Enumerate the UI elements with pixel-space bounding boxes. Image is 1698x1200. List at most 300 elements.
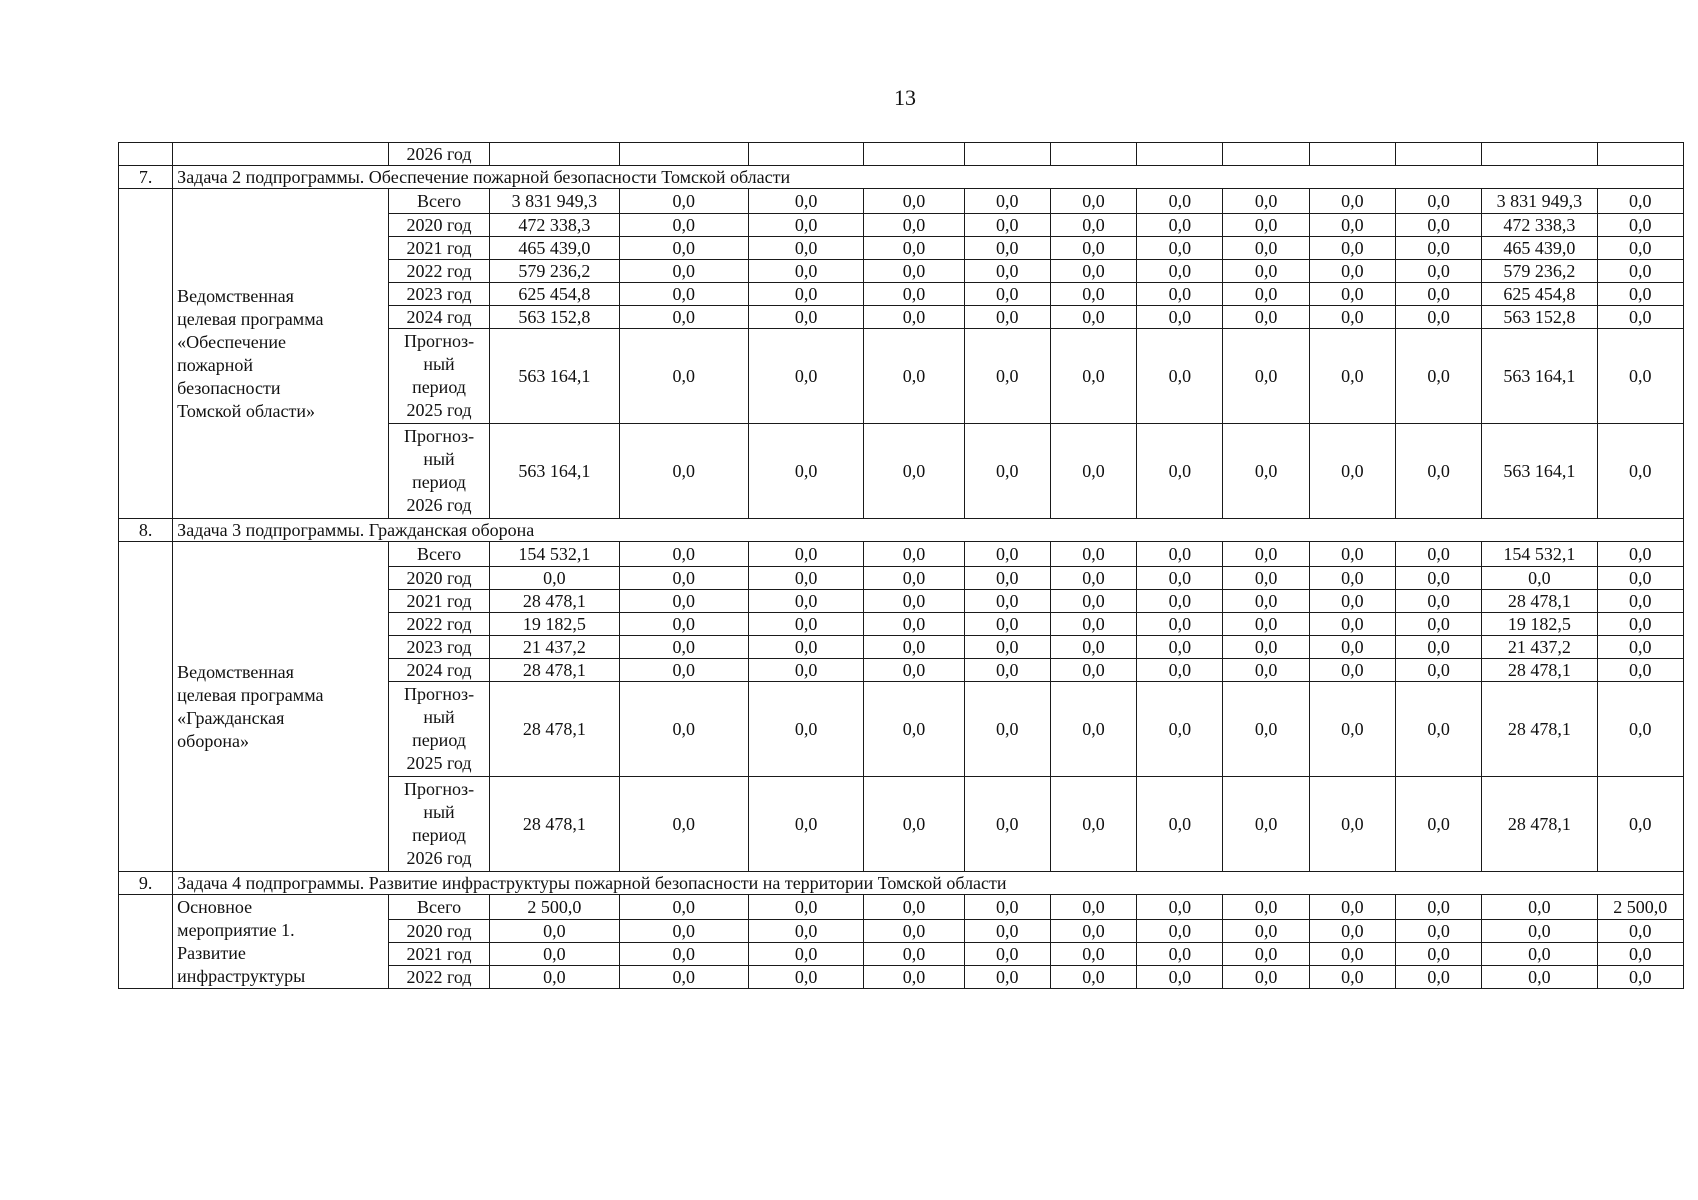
value-cell: 0,0 (864, 329, 964, 424)
program-name (173, 895, 389, 989)
period-line: Прогноз- (403, 779, 475, 799)
period-cell (388, 214, 489, 237)
period-cell (388, 777, 489, 872)
value-cell: 0,0 (619, 260, 748, 283)
value-cell: 2 500,0 (490, 895, 619, 920)
value-cell: 0,0 (1223, 214, 1309, 237)
value-cell: 0,0 (619, 237, 748, 260)
value-cell: 0,0 (1137, 329, 1223, 424)
task-header-row (119, 519, 1684, 542)
value-cell: 0,0 (964, 214, 1050, 237)
value-cell: 0,0 (748, 329, 863, 424)
task-index: 8. (119, 519, 173, 542)
value-cell: 0,0 (964, 613, 1050, 636)
value-cell: 0,0 (619, 895, 748, 920)
period-line: Всего (416, 191, 462, 211)
value-cell: 0,0 (1395, 542, 1481, 567)
value-cell: 0,0 (1309, 895, 1395, 920)
value-cell: 0,0 (864, 590, 964, 613)
value-cell: 0,0 (619, 943, 748, 966)
value-cell: 3 831 949,3 (1482, 189, 1597, 214)
period-line: Прогноз- (403, 331, 475, 351)
value-cell: 0,0 (1597, 237, 1683, 260)
value-cell: 0,0 (964, 943, 1050, 966)
value-cell: 28 478,1 (490, 590, 619, 613)
program-name-line: «Гражданская (177, 707, 285, 728)
value-cell: 0,0 (1309, 424, 1395, 519)
value-cell: 0,0 (864, 306, 964, 329)
value-cell: 0,0 (1597, 590, 1683, 613)
value-cell: 0,0 (1309, 659, 1395, 682)
value-cell: 0,0 (490, 943, 619, 966)
value-cell: 0,0 (748, 659, 863, 682)
value-cell: 0,0 (748, 777, 863, 872)
value-cell: 0,0 (964, 329, 1050, 424)
value-cell: 0,0 (619, 424, 748, 519)
value-cell: 0,0 (619, 542, 748, 567)
value-cell: 0,0 (964, 283, 1050, 306)
value-cell: 0,0 (1223, 613, 1309, 636)
value-cell: 0,0 (1223, 777, 1309, 872)
value-cell: 579 236,2 (1482, 260, 1597, 283)
table-row (119, 189, 1684, 214)
value-cell: 0,0 (1050, 966, 1136, 989)
task-index: 9. (119, 872, 173, 895)
period-cell (388, 542, 489, 567)
task-title: Задача 4 подпрограммы. Развитие инфраструктуры пожарной безопасности на территории Томской области (173, 872, 1684, 895)
table-body (119, 143, 1684, 989)
value-cell: 563 164,1 (490, 329, 619, 424)
value-cell: 0,0 (748, 966, 863, 989)
period-cell (388, 943, 489, 966)
period-line: 2026 год (406, 495, 472, 515)
value-cell: 0,0 (864, 636, 964, 659)
period-cell (388, 636, 489, 659)
program-name-line: целевая программа (177, 308, 324, 329)
value-cell: 0,0 (1597, 966, 1683, 989)
value-cell: 0,0 (1223, 659, 1309, 682)
value-cell: 0,0 (1309, 613, 1395, 636)
period-line: период (412, 377, 466, 397)
value-cell: 0,0 (1309, 636, 1395, 659)
value-cell: 0,0 (1050, 329, 1136, 424)
task-header-row (119, 166, 1684, 189)
value-cell: 0,0 (1050, 189, 1136, 214)
value-cell: 0,0 (1309, 260, 1395, 283)
value-cell: 0,0 (748, 237, 863, 260)
value-cell: 0,0 (1137, 636, 1223, 659)
index-cell (119, 542, 173, 872)
value-cell: 0,0 (748, 682, 863, 777)
period-line: 2022 год (406, 614, 472, 634)
value-cell: 0,0 (864, 920, 964, 943)
value-cell: 0,0 (1395, 189, 1481, 214)
value-cell: 0,0 (1309, 567, 1395, 590)
page-number: 13 (894, 85, 916, 110)
value-cell: 0,0 (748, 920, 863, 943)
value-cell: 28 478,1 (1482, 659, 1597, 682)
value-cell: 0,0 (619, 306, 748, 329)
value-cell (964, 143, 1050, 166)
value-cell: 0,0 (619, 214, 748, 237)
value-cell: 0,0 (1395, 613, 1481, 636)
value-cell: 0,0 (1223, 237, 1309, 260)
value-cell: 0,0 (1309, 920, 1395, 943)
value-cell: 0,0 (964, 567, 1050, 590)
value-cell: 0,0 (1223, 260, 1309, 283)
value-cell: 0,0 (864, 237, 964, 260)
value-cell: 0,0 (964, 306, 1050, 329)
value-cell: 0,0 (1137, 424, 1223, 519)
period-line: 2024 год (406, 660, 472, 680)
value-cell: 0,0 (1395, 590, 1481, 613)
value-cell: 0,0 (490, 920, 619, 943)
value-cell: 0,0 (1482, 943, 1597, 966)
period-cell (388, 189, 489, 214)
value-cell: 0,0 (1309, 283, 1395, 306)
value-cell: 0,0 (864, 943, 964, 966)
period-line: 2023 год (406, 637, 472, 657)
period-cell (388, 920, 489, 943)
value-cell: 0,0 (1482, 920, 1597, 943)
value-cell: 0,0 (619, 590, 748, 613)
value-cell: 0,0 (864, 895, 964, 920)
value-cell: 0,0 (1050, 920, 1136, 943)
program-name-line: Развитие (177, 942, 246, 963)
value-cell: 0,0 (1395, 329, 1481, 424)
value-cell: 563 164,1 (1482, 424, 1597, 519)
period-line: период (412, 730, 466, 750)
program-name-line: Ведомственная (177, 285, 294, 306)
period-line: период (412, 825, 466, 845)
program-name-line: Томской области» (177, 400, 315, 421)
value-cell: 0,0 (1137, 895, 1223, 920)
value-cell (748, 143, 863, 166)
period-cell (388, 895, 489, 920)
task-title: Задача 2 подпрограммы. Обеспечение пожарной безопасности Томской области (173, 166, 1684, 189)
value-cell: 0,0 (964, 636, 1050, 659)
value-cell: 0,0 (864, 260, 964, 283)
value-cell: 465 439,0 (490, 237, 619, 260)
period-cell (388, 260, 489, 283)
value-cell: 0,0 (1597, 682, 1683, 777)
value-cell: 0,0 (619, 283, 748, 306)
value-cell: 0,0 (748, 567, 863, 590)
value-cell: 0,0 (1597, 424, 1683, 519)
value-cell: 0,0 (748, 260, 863, 283)
period-line: 2020 год (406, 215, 472, 235)
value-cell: 0,0 (964, 424, 1050, 519)
value-cell: 0,0 (1597, 636, 1683, 659)
program-name-line: «Обеспечение (177, 331, 286, 352)
value-cell: 0,0 (964, 260, 1050, 283)
value-cell: 0,0 (1137, 567, 1223, 590)
program-name-line: Ведомственная (177, 661, 294, 682)
value-cell: 0,0 (748, 636, 863, 659)
value-cell: 0,0 (1050, 260, 1136, 283)
value-cell: 465 439,0 (1482, 237, 1597, 260)
value-cell (1395, 143, 1481, 166)
value-cell: 0,0 (1223, 424, 1309, 519)
value-cell: 0,0 (1223, 966, 1309, 989)
period-line: 2021 год (406, 591, 472, 611)
value-cell: 0,0 (748, 613, 863, 636)
value-cell: 0,0 (964, 966, 1050, 989)
value-cell: 0,0 (864, 189, 964, 214)
index-cell (119, 895, 173, 989)
value-cell: 0,0 (1137, 659, 1223, 682)
value-cell: 0,0 (1137, 283, 1223, 306)
value-cell: 0,0 (1050, 542, 1136, 567)
value-cell: 0,0 (619, 636, 748, 659)
value-cell: 0,0 (864, 659, 964, 682)
value-cell: 0,0 (1137, 966, 1223, 989)
value-cell: 0,0 (1597, 659, 1683, 682)
value-cell: 0,0 (1137, 777, 1223, 872)
value-cell: 0,0 (964, 542, 1050, 567)
value-cell: 0,0 (964, 777, 1050, 872)
period-cell (388, 283, 489, 306)
period-line: 2026 год (406, 848, 472, 868)
value-cell: 0,0 (1223, 895, 1309, 920)
value-cell: 0,0 (1137, 682, 1223, 777)
program-name-line: мероприятие 1. (177, 919, 295, 940)
value-cell: 0,0 (748, 214, 863, 237)
value-cell: 19 182,5 (1482, 613, 1597, 636)
period-line: Прогноз- (403, 426, 475, 446)
value-cell: 0,0 (619, 682, 748, 777)
value-cell: 0,0 (1223, 329, 1309, 424)
program-name-line: целевая программа (177, 684, 324, 705)
value-cell: 0,0 (1137, 920, 1223, 943)
program-name-line: безопасности (177, 377, 281, 398)
value-cell: 0,0 (864, 682, 964, 777)
value-cell: 0,0 (1309, 306, 1395, 329)
value-cell: 0,0 (1050, 214, 1136, 237)
budget-table (118, 142, 1684, 989)
value-cell: 0,0 (1395, 659, 1481, 682)
period-line: ный (423, 354, 455, 374)
value-cell (1050, 143, 1136, 166)
value-cell: 0,0 (748, 189, 863, 214)
value-cell: 0,0 (748, 895, 863, 920)
period-cell (388, 682, 489, 777)
value-cell: 0,0 (748, 424, 863, 519)
value-cell: 0,0 (964, 659, 1050, 682)
value-cell: 0,0 (1395, 237, 1481, 260)
value-cell: 0,0 (1223, 636, 1309, 659)
value-cell (490, 143, 619, 166)
value-cell: 0,0 (1395, 895, 1481, 920)
value-cell: 0,0 (1223, 682, 1309, 777)
value-cell: 0,0 (1050, 613, 1136, 636)
task-title: Задача 3 подпрограммы. Гражданская оборона (173, 519, 1684, 542)
value-cell: 0,0 (964, 590, 1050, 613)
value-cell: 28 478,1 (1482, 590, 1597, 613)
table-row (119, 895, 1684, 920)
period-line: 2025 год (406, 400, 472, 420)
value-cell (1137, 143, 1223, 166)
value-cell: 0,0 (1050, 283, 1136, 306)
value-cell: 0,0 (1309, 943, 1395, 966)
value-cell: 0,0 (619, 777, 748, 872)
value-cell: 0,0 (1309, 189, 1395, 214)
value-cell (1482, 143, 1597, 166)
value-cell: 28 478,1 (1482, 682, 1597, 777)
value-cell: 154 532,1 (1482, 542, 1597, 567)
value-cell: 0,0 (1137, 306, 1223, 329)
index-cell (119, 189, 173, 519)
value-cell: 0,0 (864, 777, 964, 872)
value-cell: 0,0 (1395, 424, 1481, 519)
value-cell: 0,0 (1395, 567, 1481, 590)
value-cell: 0,0 (748, 590, 863, 613)
value-cell: 0,0 (1137, 260, 1223, 283)
value-cell: 28 478,1 (490, 659, 619, 682)
period-line: период (412, 472, 466, 492)
value-cell: 0,0 (1395, 636, 1481, 659)
value-cell: 0,0 (1395, 682, 1481, 777)
period-cell (388, 306, 489, 329)
value-cell: 28 478,1 (490, 777, 619, 872)
value-cell: 3 831 949,3 (490, 189, 619, 214)
value-cell: 0,0 (619, 567, 748, 590)
value-cell: 0,0 (1309, 237, 1395, 260)
value-cell: 472 338,3 (1482, 214, 1597, 237)
value-cell: 0,0 (1482, 966, 1597, 989)
value-cell: 0,0 (1223, 590, 1309, 613)
value-cell: 0,0 (490, 567, 619, 590)
value-cell: 0,0 (1137, 613, 1223, 636)
period-line: ный (423, 802, 455, 822)
period-cell (388, 613, 489, 636)
value-cell: 0,0 (1223, 283, 1309, 306)
value-cell: 0,0 (1309, 966, 1395, 989)
value-cell: 0,0 (1597, 306, 1683, 329)
program-name-line: Основное (177, 896, 253, 917)
program-name-line: оборона» (177, 730, 249, 751)
value-cell: 563 164,1 (490, 424, 619, 519)
value-cell: 0,0 (1050, 636, 1136, 659)
value-cell: 0,0 (1597, 613, 1683, 636)
value-cell: 0,0 (1137, 590, 1223, 613)
value-cell: 0,0 (1482, 567, 1597, 590)
value-cell: 0,0 (619, 189, 748, 214)
value-cell: 0,0 (1309, 542, 1395, 567)
value-cell: 21 437,2 (490, 636, 619, 659)
value-cell: 563 164,1 (1482, 329, 1597, 424)
program-name-line: пожарной (177, 354, 254, 375)
value-cell: 0,0 (1597, 329, 1683, 424)
program-name-line: инфраструктуры (177, 965, 306, 986)
value-cell: 28 478,1 (490, 682, 619, 777)
period-line: ный (423, 707, 455, 727)
value-cell: 563 152,8 (1482, 306, 1597, 329)
value-cell: 0,0 (964, 237, 1050, 260)
value-cell: 0,0 (1395, 283, 1481, 306)
value-cell: 0,0 (1309, 777, 1395, 872)
value-cell: 0,0 (1137, 214, 1223, 237)
value-cell: 0,0 (864, 424, 964, 519)
task-index: 7. (119, 166, 173, 189)
value-cell: 0,0 (1050, 777, 1136, 872)
value-cell: 0,0 (1137, 189, 1223, 214)
index-cell (119, 143, 173, 166)
value-cell: 154 532,1 (490, 542, 619, 567)
value-cell: 0,0 (1395, 214, 1481, 237)
value-cell: 2 500,0 (1597, 895, 1683, 920)
value-cell: 0,0 (1223, 542, 1309, 567)
period-line: 2023 год (406, 284, 472, 304)
value-cell: 0,0 (1395, 777, 1481, 872)
period-cell (388, 424, 489, 519)
name-cell (173, 143, 389, 166)
value-cell: 0,0 (964, 920, 1050, 943)
value-cell: 0,0 (1309, 682, 1395, 777)
period-line: Всего (416, 544, 462, 564)
value-cell: 0,0 (748, 306, 863, 329)
period-cell (388, 966, 489, 989)
value-cell: 0,0 (1597, 567, 1683, 590)
period-line: Прогноз- (403, 684, 475, 704)
value-cell (1223, 143, 1309, 166)
table-row (119, 542, 1684, 567)
value-cell: 563 152,8 (490, 306, 619, 329)
value-cell: 0,0 (864, 542, 964, 567)
period-line: 2024 год (406, 307, 472, 327)
value-cell: 0,0 (1395, 260, 1481, 283)
task-header-row (119, 872, 1684, 895)
value-cell: 0,0 (1597, 920, 1683, 943)
value-cell: 0,0 (1309, 214, 1395, 237)
value-cell: 0,0 (748, 943, 863, 966)
period-cell (388, 659, 489, 682)
value-cell: 0,0 (619, 966, 748, 989)
value-cell: 0,0 (1597, 283, 1683, 306)
period-line: 2021 год (406, 238, 472, 258)
period-line: 2020 год (406, 568, 472, 588)
period-line: 2022 год (406, 261, 472, 281)
period-cell (388, 237, 489, 260)
value-cell (864, 143, 964, 166)
table-row-continuation (119, 143, 1684, 166)
value-cell: 0,0 (619, 329, 748, 424)
value-cell: 0,0 (1597, 214, 1683, 237)
value-cell (619, 143, 748, 166)
value-cell: 28 478,1 (1482, 777, 1597, 872)
value-cell: 625 454,8 (490, 283, 619, 306)
value-cell: 472 338,3 (490, 214, 619, 237)
value-cell: 0,0 (1597, 777, 1683, 872)
value-cell: 0,0 (1309, 590, 1395, 613)
value-cell: 0,0 (619, 613, 748, 636)
period-cell (388, 329, 489, 424)
value-cell: 0,0 (1395, 920, 1481, 943)
period-line: 2021 год (406, 944, 472, 964)
value-cell: 0,0 (1050, 682, 1136, 777)
value-cell: 21 437,2 (1482, 636, 1597, 659)
value-cell: 0,0 (1597, 189, 1683, 214)
value-cell: 0,0 (1050, 424, 1136, 519)
program-name (173, 542, 389, 872)
value-cell: 579 236,2 (490, 260, 619, 283)
value-cell: 0,0 (1050, 590, 1136, 613)
program-name (173, 189, 389, 519)
value-cell: 0,0 (864, 567, 964, 590)
period-cell (388, 567, 489, 590)
value-cell: 0,0 (1050, 237, 1136, 260)
period-cell (388, 590, 489, 613)
